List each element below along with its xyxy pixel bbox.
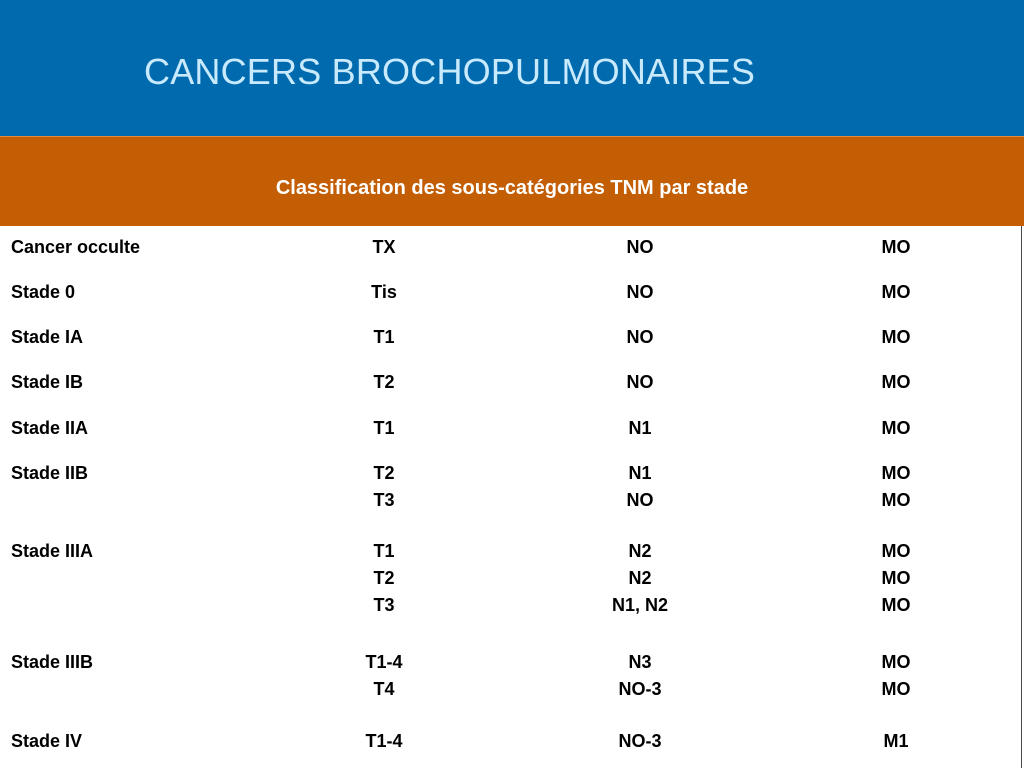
t-category-value: T1: [373, 327, 395, 347]
m-category-value: MO: [881, 282, 911, 302]
stage-label: Stade IV: [11, 731, 83, 751]
t-category-value: T2: [373, 568, 395, 588]
n-category-value: N2: [628, 568, 652, 588]
t-category-value: T2: [373, 463, 395, 483]
n-category-value: NO: [626, 372, 654, 392]
m-category-cell: [816, 649, 976, 703]
title-band: [0, 0, 1024, 136]
slide-subtitle: Classification des sous-catégories TNM par stade: [275, 177, 749, 199]
t-category-value: TX: [372, 237, 396, 257]
stage-label: Stade IIA: [11, 418, 89, 438]
t-category-value: Tis: [371, 282, 397, 302]
n-category-value: N1, N2: [611, 595, 669, 615]
n-category-value: NO-3: [618, 731, 662, 751]
m-category-cell: [816, 369, 976, 396]
t-category-cell: [304, 460, 464, 514]
n-category-value: NO: [626, 282, 654, 302]
t-category-cell: [304, 369, 464, 396]
m-category-value: MO: [881, 568, 911, 588]
m-category-value: MO: [881, 652, 911, 672]
stage-label: Stade IIIA: [11, 541, 94, 561]
tnm-table: [0, 226, 1022, 768]
t-category-cell: [304, 279, 464, 306]
stage-label: Stade IB: [11, 372, 84, 392]
n-category-value: N1: [628, 463, 652, 483]
m-category-value: MO: [881, 595, 911, 615]
t-category-value: T1-4: [365, 731, 403, 751]
m-category-value: MO: [881, 418, 911, 438]
m-category-value: MO: [881, 463, 911, 483]
t-category-value: T4: [373, 679, 395, 699]
m-category-value: MO: [881, 490, 911, 510]
t-category-cell: [304, 415, 464, 442]
n-category-value: NO-3: [618, 679, 662, 699]
m-category-cell: [816, 460, 976, 514]
m-category-value: MO: [881, 372, 911, 392]
m-category-value: MO: [881, 237, 911, 257]
stage-label: Cancer occulte: [11, 237, 141, 257]
t-category-value: T3: [373, 490, 395, 510]
m-category-value: M1: [883, 731, 909, 751]
m-category-cell: [816, 415, 976, 442]
t-category-value: T1: [373, 418, 395, 438]
m-category-cell: [816, 324, 976, 351]
slide-title: CANCERS BROCHOPULMONAIRES: [144, 51, 756, 92]
n-category-cell: [560, 460, 720, 514]
n-category-value: NO: [626, 237, 654, 257]
m-category-value: MO: [881, 679, 911, 699]
stage-label: Stade IIIB: [11, 652, 94, 672]
t-category-value: T3: [373, 595, 395, 615]
t-category-value: T2: [373, 372, 395, 392]
n-category-cell: [560, 415, 720, 442]
stage-label: Stade IIB: [11, 463, 89, 483]
t-category-cell: [304, 538, 464, 619]
m-category-cell: [816, 279, 976, 306]
n-category-cell: [560, 649, 720, 703]
n-category-value: NO: [626, 327, 654, 347]
n-category-cell: [560, 234, 720, 261]
n-category-value: NO: [626, 490, 654, 510]
n-category-value: N3: [628, 652, 652, 672]
m-category-value: MO: [881, 541, 911, 561]
n-category-value: N2: [628, 541, 652, 561]
t-category-cell: [304, 728, 464, 755]
n-category-cell: [560, 538, 720, 619]
n-category-cell: [560, 324, 720, 351]
subtitle-band: [0, 136, 1024, 226]
m-category-cell: [816, 538, 976, 619]
n-category-cell: [560, 279, 720, 306]
stage-label: Stade 0: [11, 282, 76, 302]
m-category-value: MO: [881, 327, 911, 347]
t-category-value: T1-4: [365, 652, 403, 672]
t-category-cell: [304, 649, 464, 703]
n-category-value: N1: [628, 418, 652, 438]
t-category-cell: [304, 324, 464, 351]
t-category-value: T1: [373, 541, 395, 561]
t-category-cell: [304, 234, 464, 261]
n-category-cell: [560, 369, 720, 396]
n-category-cell: [560, 728, 720, 755]
m-category-cell: [816, 234, 976, 261]
m-category-cell: [816, 728, 976, 755]
stage-label: Stade IA: [11, 327, 84, 347]
